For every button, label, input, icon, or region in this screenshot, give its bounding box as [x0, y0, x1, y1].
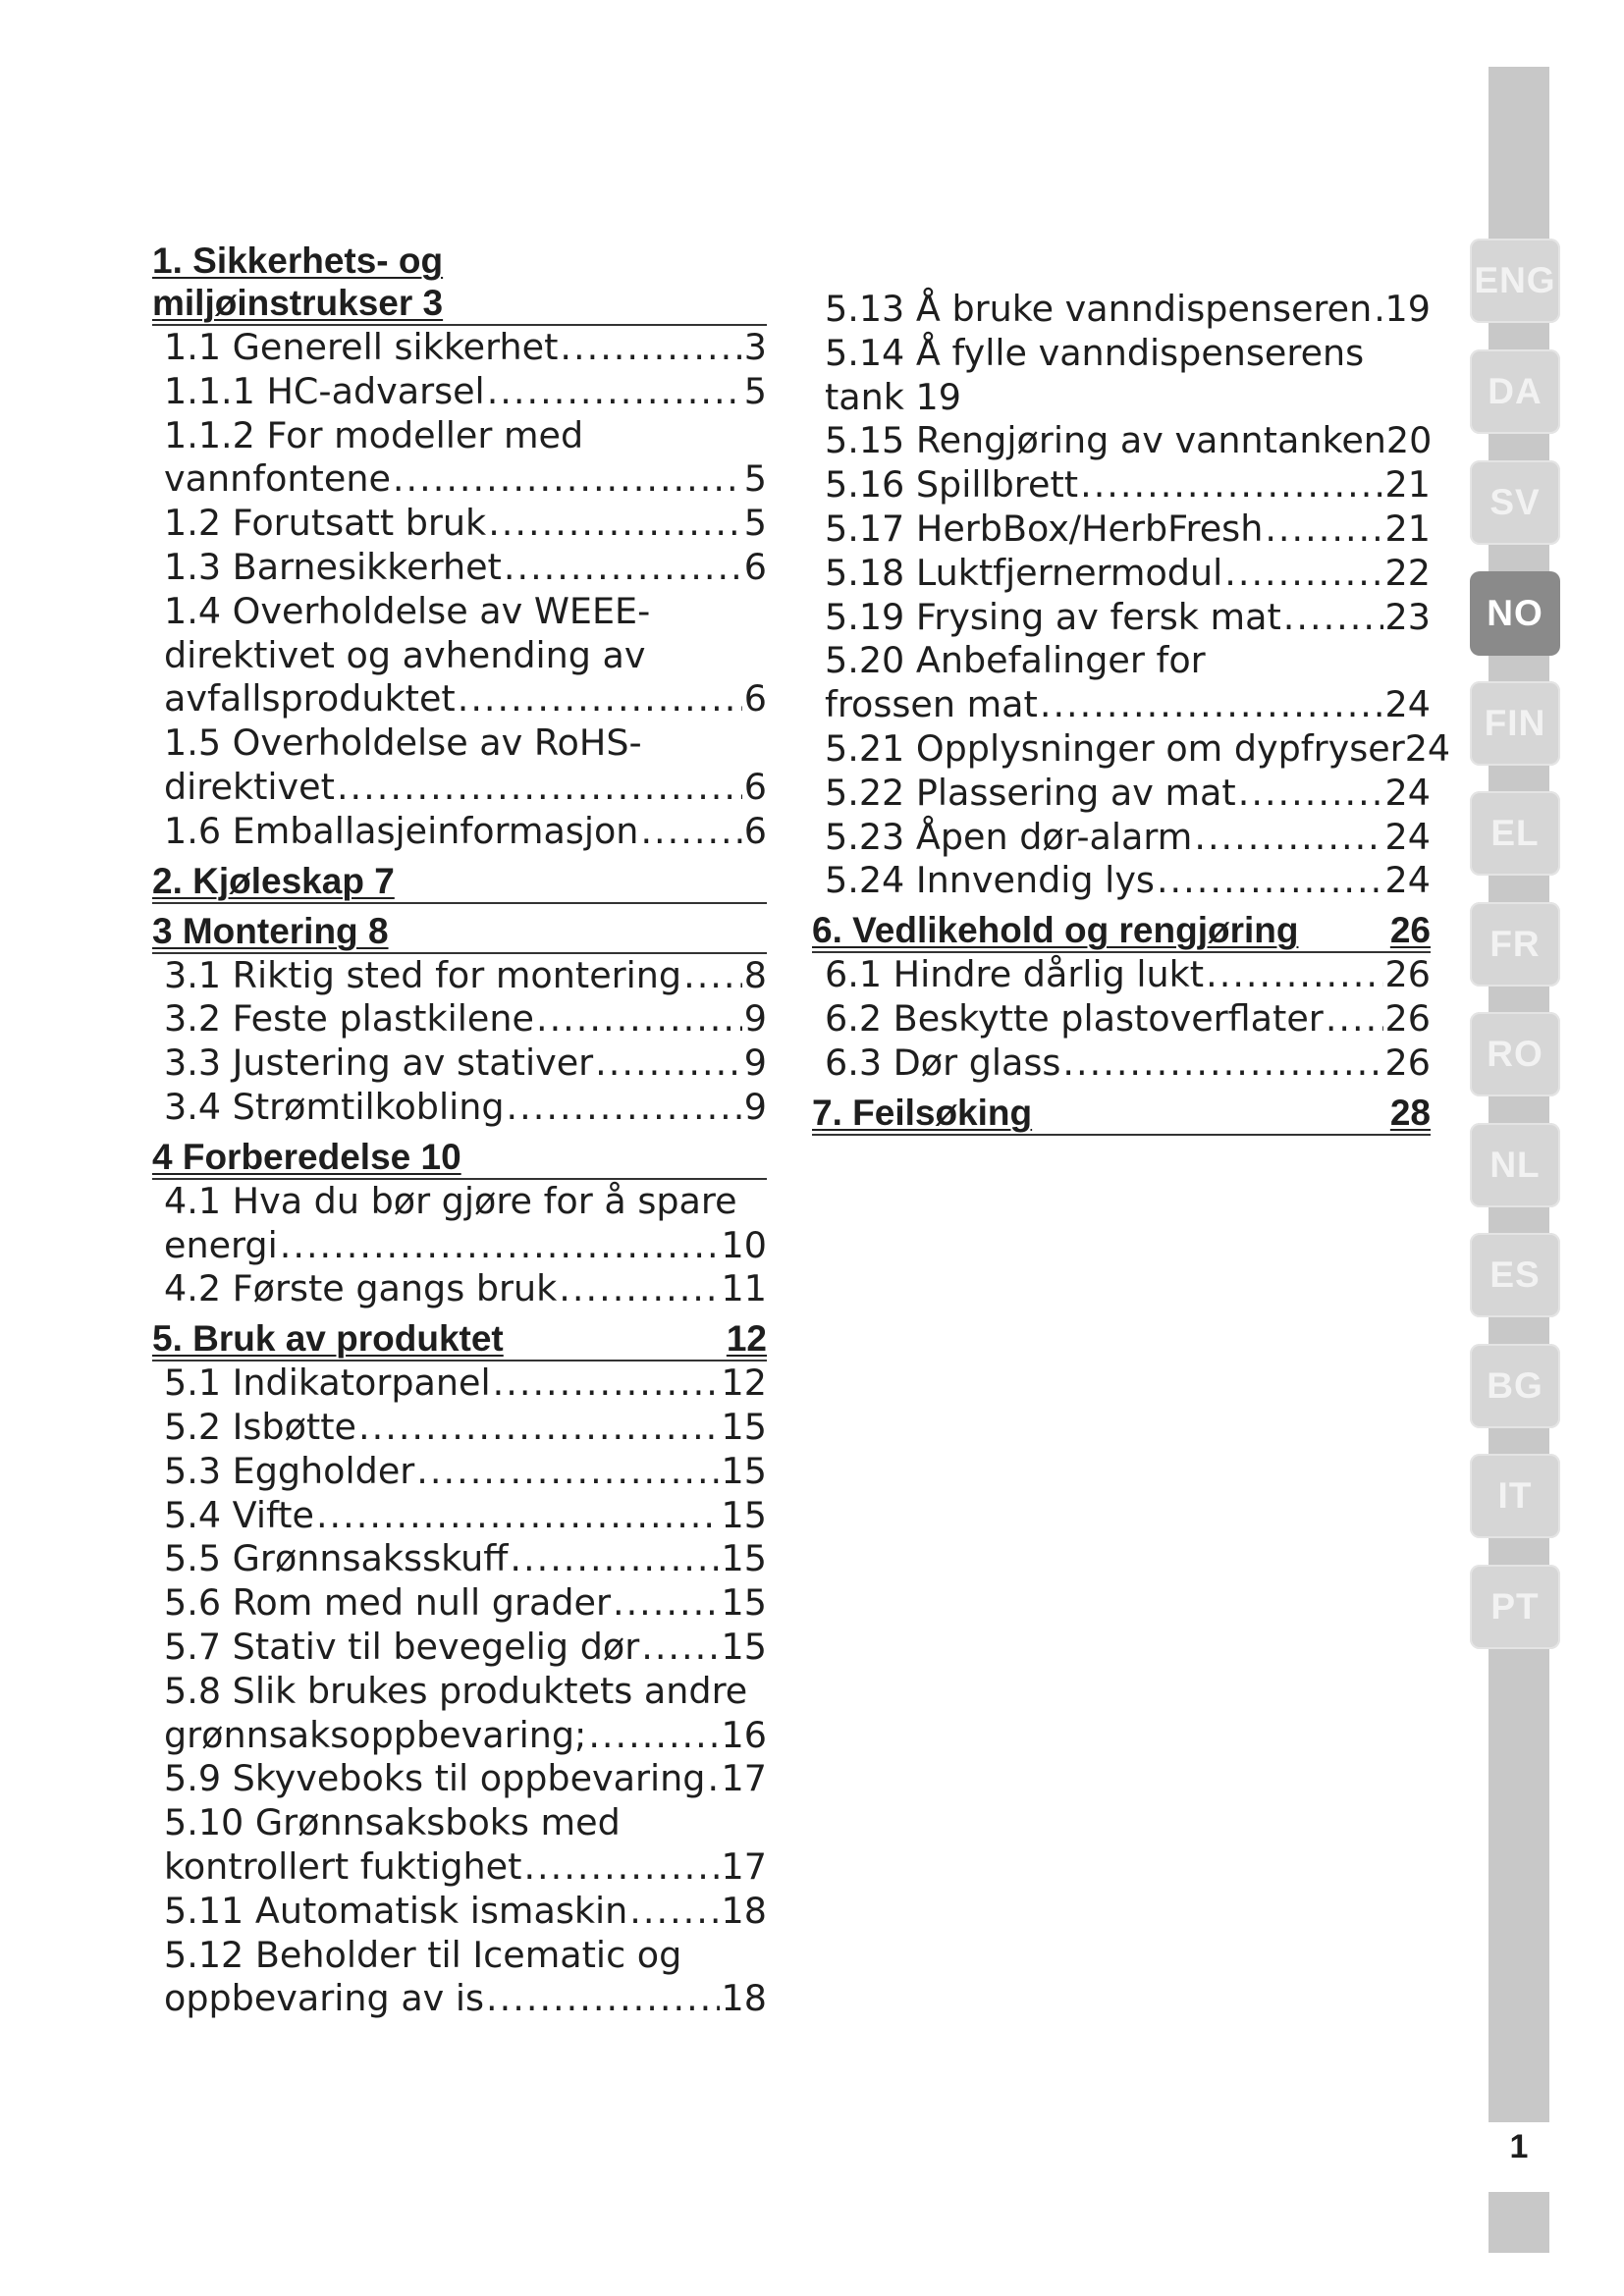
toc-right-column [812, 288, 1451, 1136]
entry-label: 5.19 Frysing av fersk mat [825, 595, 1281, 638]
toc-entry[interactable] [152, 766, 767, 810]
toc-entry-line[interactable]: 1.1.2 For modeller med [164, 413, 584, 456]
dot-leader [629, 1890, 719, 1934]
dot-leader [523, 1845, 719, 1890]
section-title: 4 Forberedelse 10 [152, 1136, 461, 1177]
entry-label: 3.1 Riktig sted for montering [164, 953, 682, 996]
tab-fin[interactable]: FIN [1470, 681, 1560, 766]
tab-ro[interactable]: RO [1470, 1012, 1560, 1096]
entry-label: 5.9 Skyveboks til oppbevaring [164, 1757, 706, 1800]
tab-bg[interactable]: BG [1470, 1344, 1560, 1428]
toc-entry[interactable] [812, 997, 1431, 1041]
dot-leader [458, 677, 742, 721]
dot-leader [1062, 1041, 1382, 1086]
dot-leader [1224, 552, 1382, 596]
toc-entry[interactable] [152, 810, 767, 854]
toc-entry[interactable] [152, 997, 767, 1041]
entry-page: 23 [1384, 595, 1431, 638]
section-title: 6. Vedlikehold og rengjøring [812, 910, 1299, 951]
dot-leader [393, 457, 742, 502]
toc-entry[interactable] [152, 1845, 767, 1890]
entry-label: 5.16 Spillbrett [825, 463, 1079, 507]
toc-entry[interactable] [812, 772, 1431, 816]
entry-page: 26 [1384, 996, 1431, 1040]
toc-entry[interactable] [812, 816, 1431, 860]
entry-page: 12 [721, 1362, 767, 1405]
entry-label: 6.3 Dør glass [825, 1041, 1061, 1084]
toc-entry[interactable] [152, 677, 767, 721]
entry-page: 6 [743, 677, 767, 721]
section-title: 3 Montering 8 [152, 910, 389, 951]
toc-entry[interactable] [152, 1537, 767, 1581]
entry-page: 15 [721, 1581, 767, 1625]
toc-entry[interactable] [152, 1041, 767, 1086]
toc-entry[interactable] [152, 1581, 767, 1626]
dot-leader [640, 810, 741, 854]
toc-section-heading[interactable] [812, 1092, 1431, 1136]
toc-entry-line[interactable]: 1.5 Overholdelse av RoHS- [164, 721, 642, 765]
toc-entry[interactable] [152, 546, 767, 590]
entry-label: energi [164, 1223, 278, 1266]
toc-entry[interactable] [152, 1450, 767, 1494]
toc-entry[interactable] [152, 1267, 767, 1311]
entry-page: 5 [743, 457, 767, 501]
toc-entry[interactable] [152, 1890, 767, 1934]
entry-page: 6 [743, 765, 767, 808]
entry-page: 17 [721, 1757, 767, 1800]
dot-leader [316, 1494, 720, 1538]
dot-leader [1206, 953, 1382, 997]
toc-entry[interactable] [812, 1041, 1431, 1086]
toc-entry[interactable] [812, 463, 1431, 507]
entry-page: 26 [1384, 953, 1431, 996]
toc-entry[interactable] [152, 1757, 767, 1801]
dot-leader [1326, 997, 1383, 1041]
dot-leader [1194, 816, 1382, 860]
toc-entry[interactable] [152, 954, 767, 998]
toc-entry[interactable] [812, 552, 1431, 596]
section-page: 28 [1389, 1092, 1431, 1133]
entry-label: 5.7 Stativ til bevegelig dør [164, 1625, 640, 1668]
entry-page: 16 [721, 1713, 767, 1756]
toc-entry-line[interactable]: tank 19 [825, 375, 961, 418]
entry-label: 5.6 Rom med null grader [164, 1581, 611, 1625]
toc-entry[interactable] [152, 1494, 767, 1538]
entry-page: 15 [721, 1493, 767, 1536]
entry-label: 5.23 Åpen dør-alarm [825, 815, 1193, 858]
toc-entry[interactable] [152, 1086, 767, 1130]
toc-entry[interactable] [152, 1362, 767, 1406]
toc-entry-line[interactable]: direktivet og avhending av [164, 633, 646, 676]
toc-entry[interactable] [152, 457, 767, 502]
entry-page: 15 [721, 1537, 767, 1580]
toc-entry[interactable] [812, 596, 1431, 640]
dot-leader [416, 1450, 719, 1494]
tab-fr[interactable]: FR [1470, 902, 1560, 987]
dot-leader [510, 1537, 719, 1581]
entry-label: direktivet [164, 765, 335, 808]
entry-label: 1.1 Generell sikkerhet [164, 326, 559, 368]
dot-leader [1238, 772, 1383, 816]
dot-leader [487, 370, 742, 414]
bottom-bar-block [1489, 2192, 1549, 2253]
dot-leader [504, 546, 742, 590]
entry-label: 3.3 Justering av stativer [164, 1041, 594, 1085]
toc-entry-line[interactable]: 1.4 Overholdelse av WEEE- [164, 589, 651, 632]
dot-leader [1374, 288, 1382, 332]
entry-label: 5.5 Grønnsaksskuff [164, 1537, 509, 1580]
entry-page: 24 [1384, 859, 1431, 902]
section-title: 1. Sikkerhets- og [152, 240, 444, 281]
tab-da[interactable]: DA [1470, 349, 1560, 434]
entry-page: 24 [1384, 683, 1431, 726]
tab-pt[interactable]: PT [1470, 1565, 1560, 1649]
toc-section-heading[interactable] [152, 910, 767, 954]
toc-section-heading[interactable] [812, 909, 1431, 953]
dot-leader [641, 1626, 719, 1670]
entry-label: 4.2 Første gangs bruk [164, 1267, 558, 1310]
toc-entry[interactable] [812, 726, 1451, 772]
entry-label: kontrollert fuktighet [164, 1844, 522, 1888]
page-number: 1 [1509, 2128, 1529, 2165]
entry-label: 6.1 Hindre dårlig lukt [825, 953, 1205, 996]
tab-sv[interactable]: SV [1470, 460, 1560, 545]
entry-page: 24 [1384, 771, 1431, 814]
entry-page: 9 [743, 1085, 767, 1128]
section-title: 7. Feilsøking [812, 1092, 1033, 1133]
entry-label: 1.3 Barnesikkerhet [164, 545, 502, 588]
tab-es[interactable]: ES [1470, 1233, 1560, 1317]
tab-nl[interactable]: NL [1470, 1123, 1560, 1207]
section-title: miljøinstrukser 3 [152, 283, 444, 323]
toc-entry[interactable] [152, 1224, 767, 1268]
entry-label: avfallsproduktet [164, 677, 456, 721]
entry-page: 15 [721, 1449, 767, 1492]
dot-leader [1040, 683, 1383, 727]
section-page: 12 [726, 1318, 767, 1360]
entry-label: vannfontene [164, 457, 391, 501]
toc-entry[interactable] [812, 419, 1431, 463]
toc-section-heading[interactable] [152, 1317, 767, 1362]
entry-page: 19 [1384, 288, 1431, 330]
entry-label: 1.2 Forutsatt bruk [164, 502, 487, 545]
tab-eng[interactable]: ENG [1470, 239, 1560, 323]
entry-page: 22 [1384, 551, 1431, 594]
entry-page: 3 [743, 326, 767, 368]
entry-page: 18 [721, 1977, 767, 2020]
entry-page: 18 [721, 1889, 767, 1932]
entry-page: 17 [721, 1844, 767, 1888]
toc-section-heading[interactable] [152, 1136, 767, 1180]
dot-leader [559, 1267, 719, 1311]
entry-label: 5.15 Rengjøring av vanntanken [825, 419, 1386, 462]
entry-label: oppbevaring av is [164, 1977, 485, 2020]
dot-leader [488, 502, 742, 546]
dot-leader [613, 1581, 720, 1626]
entry-page: 21 [1384, 463, 1431, 507]
entry-label: 3.4 Strømtilkobling [164, 1085, 505, 1128]
dot-leader [560, 326, 741, 370]
toc-entry-line[interactable]: 5.14 Å fylle vanndispenserens [825, 331, 1365, 374]
entry-page: 24 [1404, 726, 1451, 770]
entry-page: 9 [743, 997, 767, 1041]
tab-el[interactable]: EL [1470, 791, 1560, 876]
entry-label: grønnsaksoppbevaring; [164, 1713, 587, 1756]
entry-label: 5.18 Luktfjernermodul [825, 551, 1223, 594]
entry-page: 5 [743, 502, 767, 545]
dot-leader [486, 1977, 720, 2021]
entry-label: 3.2 Feste plastkilene [164, 997, 534, 1041]
dot-leader [337, 766, 742, 810]
dot-leader [595, 1041, 742, 1086]
toc-entry[interactable] [152, 326, 767, 370]
dot-leader [493, 1362, 720, 1406]
dot-leader [1283, 596, 1383, 640]
entry-label: 1.6 Emballasjeinformasjon [164, 809, 639, 852]
entry-label: 1.1.1 HC-advarsel [164, 369, 485, 412]
dot-leader [1080, 463, 1382, 507]
toc-left-column [152, 234, 767, 2021]
toc-entry-line[interactable]: 5.12 Beholder til Icematic og [164, 1933, 682, 1976]
section-title: 2. Kjøleskap 7 [152, 860, 395, 901]
tab-it[interactable]: IT [1470, 1454, 1560, 1538]
toc-entry[interactable] [812, 683, 1431, 727]
entry-page: 8 [743, 953, 767, 996]
toc-entry[interactable] [152, 1406, 767, 1450]
toc-entry[interactable] [152, 1714, 767, 1758]
dot-leader [536, 997, 742, 1041]
toc-entry-line[interactable]: 5.8 Slik brukes produktets andre [164, 1669, 748, 1712]
dot-leader [707, 1757, 719, 1801]
tab-no[interactable]: NO [1470, 571, 1560, 656]
dot-leader [683, 954, 742, 998]
entry-label: 6.2 Beskytte plastoverflater [825, 996, 1324, 1040]
toc-entry[interactable] [812, 507, 1431, 552]
toc-entry-line[interactable]: 4.1 Hva du bør gjøre for å spare [164, 1179, 737, 1222]
entry-page: 26 [1384, 1041, 1431, 1084]
toc-entry[interactable] [812, 859, 1431, 903]
toc-entry[interactable] [812, 288, 1431, 332]
section-title: 5. Bruk av produktet [152, 1318, 504, 1360]
toc-section-heading[interactable] [152, 860, 767, 904]
toc-entry-line[interactable]: 5.10 Grønnsaksboks med [164, 1801, 621, 1844]
toc-entry-line[interactable]: 5.20 Anbefalinger for [825, 639, 1206, 682]
entry-label: 5.11 Automatisk ismaskin [164, 1889, 628, 1932]
entry-page: 11 [721, 1267, 767, 1310]
toc-entry[interactable] [812, 953, 1431, 997]
entry-page: 15 [721, 1625, 767, 1668]
entry-label: 5.4 Vifte [164, 1493, 314, 1536]
entry-label: 5.13 Å bruke vanndispenseren [825, 288, 1373, 330]
entry-page: 9 [743, 1041, 767, 1085]
entry-label: 5.22 Plassering av mat [825, 771, 1236, 814]
dot-leader [588, 1714, 719, 1758]
toc-entry[interactable] [152, 1626, 767, 1670]
section-page: 26 [1389, 910, 1431, 951]
entry-label: 5.24 Innvendig lys [825, 859, 1155, 902]
toc-section-heading[interactable] [152, 240, 767, 326]
toc-entry[interactable] [152, 502, 767, 546]
entry-label: 5.1 Indikatorpanel [164, 1362, 491, 1405]
entry-page: 10 [721, 1223, 767, 1266]
entry-page: 20 [1385, 419, 1433, 462]
dot-leader [1157, 859, 1383, 903]
dot-leader [280, 1224, 720, 1268]
entry-page: 6 [743, 809, 767, 852]
entry-label: 5.21 Opplysninger om dypfryser [825, 726, 1405, 770]
entry-label: 5.3 Eggholder [164, 1449, 415, 1492]
entry-label: 5.17 HerbBox/HerbFresh [825, 507, 1264, 550]
toc-entry[interactable] [152, 1977, 767, 2021]
toc-entry[interactable] [152, 370, 767, 414]
entry-page: 15 [721, 1405, 767, 1448]
dot-leader [507, 1086, 742, 1130]
entry-label: frossen mat [825, 683, 1038, 726]
entry-page: 6 [743, 545, 767, 588]
entry-page: 5 [743, 369, 767, 412]
entry-label: 5.2 Isbøtte [164, 1405, 357, 1448]
entry-page: 24 [1384, 815, 1431, 858]
dot-leader [1265, 507, 1382, 552]
dot-leader [358, 1406, 720, 1450]
entry-page: 21 [1384, 507, 1431, 550]
